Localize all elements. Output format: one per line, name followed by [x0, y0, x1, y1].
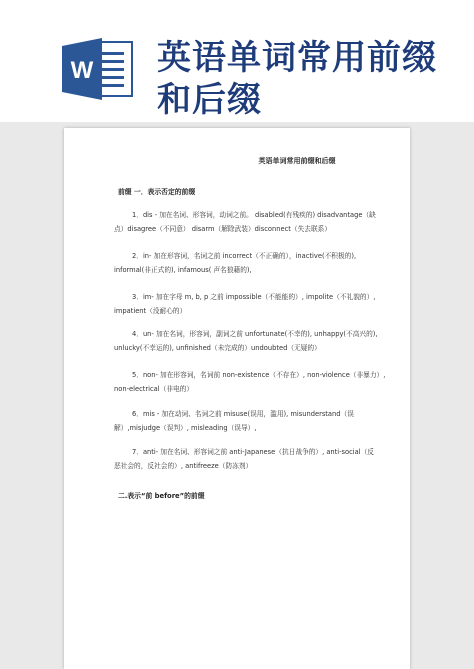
list-item-line: 4．un- 加在名词，形容词，副词之前 unfortunate(不幸的), unhappy(不高兴的), — [132, 330, 378, 338]
list-item-line: 恶社会的，反社会的）, antifreeze（防冻剂） — [114, 462, 253, 470]
banner-title-line-2: 和后缀 — [157, 80, 262, 120]
list-item — [114, 327, 394, 355]
list-item — [114, 368, 394, 396]
list-item-line: impatient（没耐心的） — [114, 307, 187, 315]
list-item-line: 解）,misjudge（误判）, misleading（误导）, — [114, 424, 257, 432]
section-heading-negation: 前缀 一．表示否定的前缀 — [118, 188, 196, 196]
list-item-line: non-electrical（非电的） — [114, 385, 194, 393]
section-heading-before: 二.表示“前 before”的前缀 — [118, 492, 205, 500]
document-page — [64, 128, 410, 669]
svg-text:W: W — [70, 57, 94, 84]
list-item-line: unlucky(不幸运的), unfinished（未完成的）undoubted（无疑的） — [114, 344, 321, 352]
list-item-line: 1．dis - 加在名词、形容词，动词之前。 disabled(有残疾的) disadvantage（缺 — [132, 211, 376, 219]
list-item-line: 2．in- 加在形容词，名词之前 incorrect（不正确的），inactive(不积极的), — [132, 252, 357, 260]
list-item — [114, 407, 394, 435]
word-document-icon — [62, 38, 134, 100]
list-item — [114, 249, 394, 277]
list-item-line: 3．im- 加在字母 m, b, p 之前 impossible（不能能的）, impolite（不礼貌的）, — [132, 293, 376, 301]
list-item — [114, 290, 394, 318]
list-item-line: 7．anti- 加在名词、形容词之前 anti-Japanese（抗日战争的）, anti-social（反 — [132, 448, 374, 456]
list-item-line: 6．mis - 加在动词、名词之前 misuse(误用，滥用), misunderstand（误 — [132, 410, 354, 418]
banner-header — [0, 0, 474, 122]
list-item-line: 5．non- 加在形容词，名词前 non-existence（不存在）, non-violence（非暴力）, — [132, 371, 386, 379]
document-title: 英语单词常用前缀和后缀 — [258, 157, 336, 165]
list-item — [114, 445, 394, 473]
banner-title-line-1: 英语单词常用前缀 — [157, 38, 437, 78]
list-item-line: informal(非正式的), infamous( 声名狼藉的), — [114, 266, 252, 274]
list-item — [114, 208, 394, 236]
list-item-line: 点）disagree（不同意） disarm（解除武装）disconnect（失去联系） — [114, 225, 332, 233]
